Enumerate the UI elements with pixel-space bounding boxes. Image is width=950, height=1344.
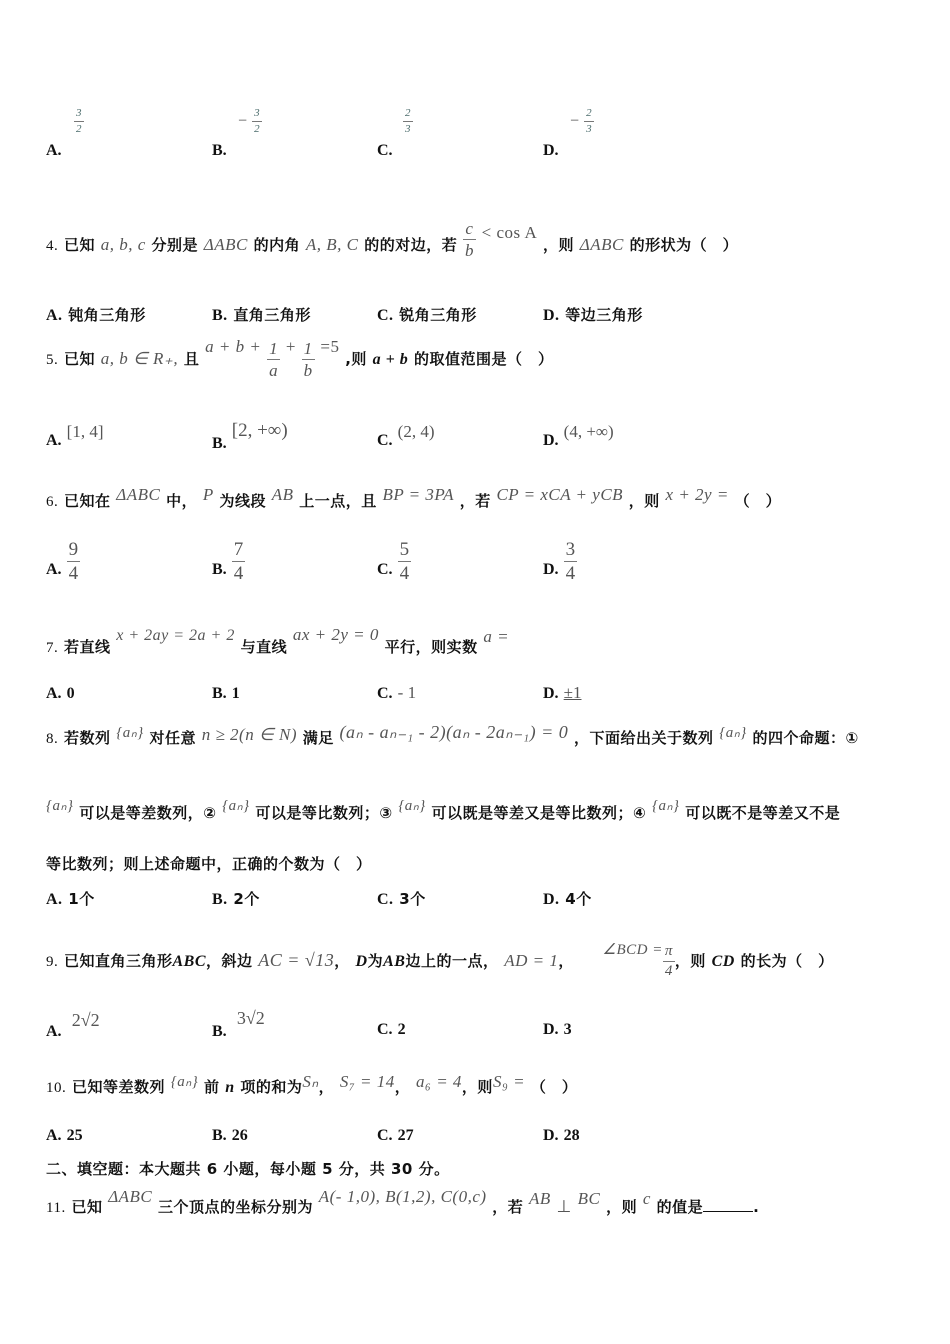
question-10	[46, 1072, 578, 1097]
fraction: $\frac{5}{4}$	[399, 539, 410, 584]
option-text: 0	[66, 685, 75, 702]
math: x + 2ay = 2a + 2	[116, 627, 235, 644]
option-label: A.	[46, 142, 62, 159]
option-text: 3√2	[236, 1008, 265, 1028]
math: a + b +	[205, 337, 262, 356]
q5-option-d[interactable]	[543, 422, 614, 450]
math: +	[285, 337, 296, 356]
q3-option-a-value: $\frac{3}{2}$	[76, 107, 82, 135]
text: ，则	[543, 236, 575, 254]
text: 可以既不是等差又不是	[685, 804, 841, 822]
q3-option-d-value: − $\frac{2}{3}$	[570, 107, 592, 135]
text: ，斜边	[206, 952, 253, 970]
math: A, B, C	[305, 235, 359, 254]
math-bold: D	[355, 953, 368, 970]
math: BC	[577, 1189, 601, 1208]
math: ΔABC	[579, 235, 624, 254]
text: （ ）	[530, 1078, 578, 1096]
q8-option-c[interactable]	[377, 888, 426, 909]
math: BP = 3PA	[382, 485, 454, 504]
q5-option-c[interactable]	[377, 422, 435, 450]
text: 已知等差数列	[71, 1078, 165, 1096]
sequence-symbol: {aₙ}	[222, 798, 250, 814]
q4-option-a[interactable]	[46, 304, 146, 325]
text: 已知在	[63, 492, 111, 510]
text: （ ）	[734, 492, 782, 510]
option-label: A.	[46, 685, 62, 702]
option-text: 2个	[233, 890, 260, 908]
option-label: D.	[543, 432, 559, 449]
text: 的值是	[656, 1198, 704, 1216]
question-number: 9.	[46, 954, 59, 970]
text: 已知	[71, 1198, 103, 1216]
option-text: 28	[563, 1127, 580, 1144]
text: 可以是等比数列；③	[255, 804, 393, 822]
math: a + b	[372, 351, 409, 368]
math: a, b ∈ R₊,	[100, 349, 179, 368]
q10-option-b[interactable]	[212, 1125, 248, 1145]
option-label: C.	[377, 1127, 393, 1144]
fraction: $\frac{1}{b}$	[303, 339, 313, 380]
math: c	[642, 1189, 651, 1208]
math-bold: ABC	[172, 953, 207, 970]
question-9	[46, 944, 834, 979]
option-label: B.	[212, 685, 227, 702]
math: ΔABC	[108, 1187, 153, 1206]
text: ，若	[459, 492, 491, 510]
option-text: 等边三角形	[565, 306, 643, 324]
text: ，则	[461, 1078, 493, 1096]
option-label: A.	[46, 307, 63, 324]
q7-option-d[interactable]	[543, 683, 582, 703]
option-text: 27	[397, 1127, 414, 1144]
math: a =	[483, 627, 510, 646]
text: 三个顶点的坐标分别为	[158, 1198, 314, 1216]
text: ，	[318, 1078, 335, 1096]
question-7	[46, 625, 510, 657]
sequence-symbol: {aₙ}	[651, 798, 680, 814]
fraction: $\frac{3}{4}$	[565, 539, 576, 584]
question-6	[46, 485, 782, 511]
math: ax + 2y = 0	[292, 625, 379, 644]
option-text: 直角三角形	[233, 306, 311, 324]
q3-option-b-value: − $\frac{3}{2}$	[238, 107, 260, 135]
option-label: B.	[212, 1023, 227, 1040]
math-bold: AB	[383, 953, 406, 970]
text: 可以既是等差又是等比数列；④	[431, 804, 647, 822]
question-number: 8.	[46, 731, 59, 747]
q3-option-c-value: $\frac{2}{3}$	[405, 107, 411, 135]
option-label: C.	[377, 561, 393, 578]
q6-option-b[interactable]	[212, 540, 245, 583]
option-label: C.	[377, 307, 394, 324]
math: < cos A	[481, 223, 538, 242]
text: 分别是	[151, 236, 199, 254]
option-text: [1, 4]	[66, 422, 104, 441]
text: ，	[334, 952, 350, 970]
q4-option-d[interactable]	[543, 304, 643, 325]
answer-blank[interactable]	[703, 1197, 753, 1212]
text: 对任意	[149, 729, 196, 747]
option-label: B.	[212, 142, 227, 159]
option-label: D.	[543, 307, 560, 324]
text: 的四个命题：①	[752, 729, 859, 747]
q10-option-c[interactable]	[377, 1125, 414, 1145]
q9-option-c[interactable]	[377, 1019, 406, 1039]
question-number: 11.	[46, 1200, 66, 1216]
q3-option-b[interactable]	[212, 140, 227, 160]
option-text: (2, 4)	[397, 422, 435, 441]
text: ，则	[674, 952, 706, 970]
q8-option-b[interactable]	[212, 888, 260, 909]
question-number: 10.	[46, 1080, 67, 1096]
text: 满足	[302, 729, 334, 747]
q8-option-a[interactable]	[46, 888, 95, 909]
question-8	[46, 722, 859, 748]
text: 为线段	[219, 492, 266, 510]
q7-option-c[interactable]	[377, 683, 416, 703]
option-text: 1	[231, 685, 240, 702]
math: AB	[529, 1189, 551, 1208]
option-label: B.	[212, 307, 228, 324]
math: ΔABC	[116, 485, 161, 504]
math: =5	[320, 337, 340, 356]
q3-option-a[interactable]	[46, 140, 62, 160]
text: 的取值范围是（ ）	[414, 350, 554, 368]
option-label: D.	[543, 142, 559, 159]
option-text: - 1	[397, 683, 417, 702]
math: n ≥ 2(n ∈ N)	[201, 725, 298, 744]
math: x + 2y =	[665, 485, 729, 504]
text: 边上的一点，	[405, 952, 499, 970]
option-text: [2, +∞)	[231, 420, 288, 441]
option-label: C.	[377, 685, 393, 702]
text: 已知	[63, 350, 95, 368]
q9-option-d[interactable]	[543, 1019, 572, 1039]
option-label: D.	[543, 891, 560, 908]
question-5	[46, 337, 554, 380]
option-label: B.	[212, 891, 228, 908]
q8-option-d[interactable]	[543, 888, 592, 909]
text: 若数列	[63, 729, 111, 747]
text: 与直线	[240, 638, 288, 656]
option-text: 2√2	[71, 1010, 100, 1030]
section-2-heading: 二、填空题：本大题共 6 小题，每小题 5 分，共 30 分。	[46, 1160, 450, 1178]
sequence-symbol: {aₙ}	[719, 725, 747, 741]
option-text: 钝角三角形	[68, 306, 146, 324]
q3-option-d[interactable]	[543, 140, 559, 160]
text: 的的对边，若	[364, 236, 458, 254]
option-label: A.	[46, 432, 62, 449]
question-number: 5.	[46, 352, 59, 368]
option-text: 2	[397, 1021, 406, 1038]
text: 可以是等差数列，②	[79, 804, 217, 822]
fraction: $\frac{1}{a}$	[269, 339, 279, 380]
text: 上一点，且	[299, 492, 377, 510]
text: .	[753, 1198, 760, 1216]
option-text: 3	[563, 1021, 572, 1038]
option-label: D.	[543, 561, 559, 578]
fraction: $\frac{9}{4}$	[68, 539, 79, 584]
option-text: 1个	[68, 890, 95, 908]
option-text: 锐角三角形	[399, 306, 477, 324]
math-bold: n	[225, 1079, 235, 1096]
q7-option-b[interactable]	[212, 683, 240, 703]
option-label: C.	[377, 432, 393, 449]
q10-option-d[interactable]	[543, 1125, 580, 1145]
text: 已知直角三角形	[63, 952, 173, 970]
math: S₇ = 14	[339, 1072, 395, 1091]
math: a₆ = 4	[416, 1072, 462, 1091]
math: AC = √13	[258, 950, 335, 970]
text: 为	[367, 952, 384, 970]
math: Sₙ	[302, 1072, 319, 1091]
option-label: D.	[543, 1127, 559, 1144]
text: 的形状为（ ）	[629, 236, 739, 254]
option-text: ±1	[563, 683, 582, 702]
text: 中，	[166, 492, 198, 510]
text: 的长为（ ）	[740, 952, 834, 970]
q6-option-a[interactable]	[46, 540, 80, 583]
fraction: $\frac{\pi}{4}$	[664, 943, 673, 979]
math: ΔABC	[203, 235, 248, 254]
q5-option-b[interactable]	[212, 420, 288, 452]
question-4	[46, 219, 739, 265]
q6-option-d[interactable]	[543, 540, 577, 583]
q10-option-a[interactable]	[46, 1125, 83, 1145]
math: P	[202, 485, 214, 504]
option-text: 3个	[399, 890, 426, 908]
option-label: A.	[46, 561, 62, 578]
math: AD = 1	[504, 951, 559, 970]
sequence-symbol: {aₙ}	[116, 725, 144, 741]
sequence-symbol: {aₙ}	[170, 1074, 199, 1090]
text: 已知	[63, 236, 95, 254]
option-text: 4个	[565, 890, 592, 908]
option-text: (4, +∞)	[563, 422, 614, 441]
text: ，下面给出关于数列	[574, 729, 714, 747]
math: a, b, c	[100, 235, 146, 254]
option-text: 25	[66, 1127, 83, 1144]
math: ∠BCD =	[602, 942, 663, 958]
option-label: B.	[212, 435, 227, 452]
text: 平行，则实数	[384, 638, 478, 656]
text: ，	[394, 1078, 411, 1096]
question-number: 6.	[46, 494, 59, 510]
q9-option-a[interactable]	[46, 1010, 100, 1040]
question-8-line-3: 等比数列；则上述命题中，正确的个数为（ ）	[46, 855, 372, 873]
perpendicular-symbol: ⊥	[556, 1197, 572, 1216]
option-label: A.	[46, 1023, 62, 1040]
text: ，则	[628, 492, 660, 510]
text: ，则	[606, 1198, 638, 1216]
option-text: 26	[231, 1127, 248, 1144]
fraction: $\frac{c}{b}$	[464, 219, 474, 260]
question-11	[46, 1187, 760, 1217]
q7-option-a[interactable]	[46, 683, 75, 703]
text: ，若	[492, 1198, 524, 1216]
question-8-line-2	[46, 798, 841, 823]
q9-option-b[interactable]	[212, 1008, 265, 1040]
text: 的内角	[253, 236, 301, 254]
option-label: C.	[377, 142, 393, 159]
q4-option-c[interactable]	[377, 304, 477, 325]
option-label: B.	[212, 561, 227, 578]
text: 前	[203, 1078, 220, 1096]
q3-option-c[interactable]	[377, 140, 393, 160]
math: S₉ =	[492, 1072, 526, 1091]
text: 且	[183, 350, 200, 368]
text: ，	[558, 952, 574, 970]
option-label: A.	[46, 1127, 62, 1144]
option-label: D.	[543, 685, 559, 702]
option-label: B.	[212, 1127, 227, 1144]
math-bold: CD	[711, 953, 735, 970]
math: AB	[271, 485, 294, 504]
option-label: D.	[543, 1021, 559, 1038]
sequence-symbol: {aₙ}	[398, 798, 426, 814]
text: ,则	[345, 350, 367, 368]
math: A(- 1,0), B(1,2), C(0,c)	[318, 1187, 487, 1206]
math: (aₙ - aₙ₋₁ - 2)(aₙ - 2aₙ₋₁) = 0	[339, 722, 569, 742]
question-number: 4.	[46, 238, 59, 254]
question-number: 7.	[46, 640, 59, 656]
text: 若直线	[63, 638, 111, 656]
option-label: C.	[377, 1021, 393, 1038]
math: CP = xCA + yCB	[496, 485, 624, 504]
q4-option-b[interactable]	[212, 304, 311, 325]
sequence-symbol: {aₙ}	[46, 798, 74, 814]
option-label: A.	[46, 891, 63, 908]
text: 项的和为	[240, 1078, 303, 1096]
option-label: C.	[377, 891, 394, 908]
q6-option-c[interactable]	[377, 540, 411, 583]
fraction: $\frac{7}{4}$	[233, 539, 244, 584]
q5-option-a[interactable]	[46, 422, 104, 450]
